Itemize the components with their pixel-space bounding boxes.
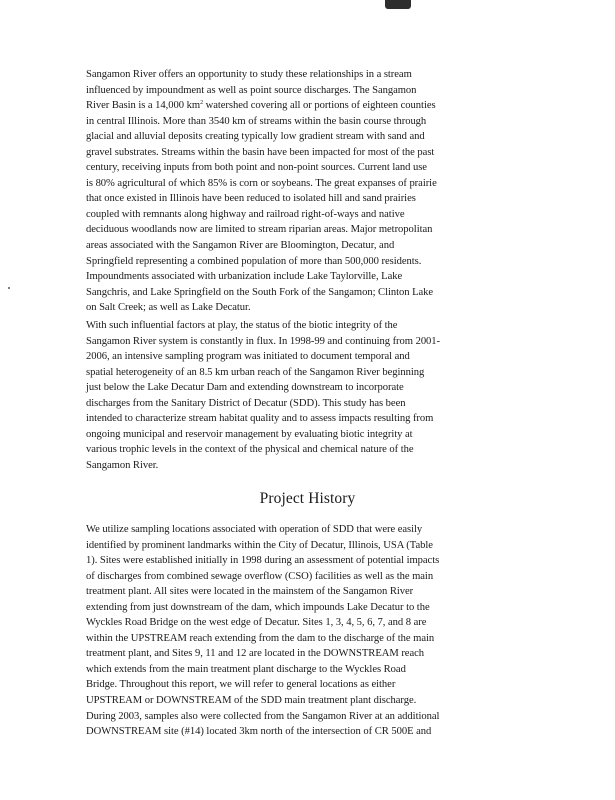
- text-line: [86, 98, 531, 114]
- text-line: Sangchris, and Lake Springfield on the South Fork of the Sangamon; Clinton Lake: [86, 286, 434, 298]
- text-line: With such influential factors at play, the status of the biotic integrity of the: [86, 320, 398, 331]
- text-line: coupled with remnants along highway and railroad right-of-ways and native: [86, 208, 405, 220]
- text-line: within the UPSTREAM reach extending from the dam to the discharge of the main: [86, 632, 435, 644]
- text-line: on Salt Creek; as well as Lake Decatur.: [86, 302, 251, 314]
- text-line: intended to characterize stream habitat quality and to assess impacts resulting from: [86, 413, 434, 425]
- scan-artifact: [385, 0, 411, 9]
- text-line: that once existed in Illinois have been reduced to isolated hill and sand prairies: [86, 193, 416, 205]
- text-line: Sangamon River.: [86, 459, 159, 471]
- text-line: Wyckles Road Bridge on the west edge of Decatur. Sites 1, 3, 4, 5, 6, 7, and 8 are: [86, 617, 427, 629]
- text-line: century, receiving inputs from both point and non-point sources. Current land use: [86, 162, 427, 174]
- text-line: Sangamon River system is constantly in flux. In 1998-99 and continuing from 2001-: [86, 335, 441, 347]
- text-line: spatial heterogeneity of an 8.5 km urban reach of the Sangamon River beginning: [86, 366, 425, 378]
- text-line: in central Illinois. More than 3540 km of streams within the basin course through: [86, 115, 427, 127]
- text-line: ongoing municipal and reservoir management by evaluating biotic integrity at: [86, 428, 413, 440]
- text-line: gravel substrates. Streams within the basin have been impacted for most of the past: [86, 146, 435, 158]
- superscript: 2: [200, 100, 204, 107]
- paragraph-biotic-integrity: [86, 318, 531, 473]
- text-line: deciduous woodlands now are limited to stream riparian areas. Major metropolitan: [86, 224, 433, 236]
- text-line: various trophic levels in the context of the physical and chemical nature of the: [86, 444, 414, 456]
- text-line: influenced by impoundment as well as point source discharges. The Sangamon: [86, 84, 417, 96]
- text-line: extending from just downstream of the dam, which impounds Lake Decatur to the: [86, 601, 430, 613]
- text-line: Impoundments associated with urbanization include Lake Taylorville, Lake: [86, 271, 403, 283]
- paragraph-sampling-locations: [86, 522, 531, 740]
- paragraph-sangamon-basin: [86, 67, 531, 316]
- text-line: Bridge. Throughout this report, we will refer to general locations as either: [86, 679, 396, 691]
- text-line: areas associated with the Sangamon River are Bloomington, Decatur, and: [86, 240, 395, 252]
- text-line: is 80% agricultural of which 85% is corn or soybeans. The great expanses of prairie: [86, 177, 437, 189]
- scan-speck: [8, 287, 10, 289]
- text-fragment: watershed covering all or portions of eighteen counties: [203, 100, 436, 112]
- text-line: DOWNSTREAM site (#14) located 3km north of the intersection of CR 500E and: [86, 726, 432, 738]
- text-line: which extends from the main treatment plant discharge to the Wyckles Road: [86, 663, 406, 675]
- text-line: Sangamon River offers an opportunity to study these relationships in a stream: [86, 69, 412, 80]
- text-line: just below the Lake Decatur Dam and extending downstream to incorporate: [86, 382, 404, 394]
- text-line: UPSTREAM or DOWNSTREAM of the SDD main treatment plant discharge.: [86, 695, 417, 707]
- text-line: treatment plant. All sites were located in the mainstem of the Sangamon River: [86, 586, 414, 598]
- text-line: glacial and alluvial deposits creating typically low gradient stream with sand and: [86, 131, 425, 143]
- text-line: treatment plant, and Sites 9, 11 and 12 are located in the DOWNSTREAM reach: [86, 648, 424, 660]
- text-line: 2006, an intensive sampling program was initiated to document temporal and: [86, 351, 410, 363]
- text-line: 1). Sites were established initially in 1998 during an assessment of potential impacts: [86, 555, 440, 567]
- text-line: of discharges from combined sewage overflow (CSO) facilities as well as the main: [86, 570, 434, 582]
- text-fragment: River Basin is a 14,000 km: [86, 100, 201, 112]
- text-line: discharges from the Sanitary District of Decatur (SDD). This study has been: [86, 397, 406, 409]
- text-line: During 2003, samples also were collected from the Sangamon River at an additional: [86, 710, 440, 722]
- text-line: We utilize sampling locations associated with operation of SDD that were easily: [86, 524, 423, 535]
- text-line: identified by prominent landmarks within the City of Decatur, Illinois, USA (Table: [86, 539, 433, 551]
- section-heading-project-history: Project History: [259, 490, 356, 507]
- text-line: Springfield representing a combined population of more than 500,000 residents.: [86, 255, 422, 267]
